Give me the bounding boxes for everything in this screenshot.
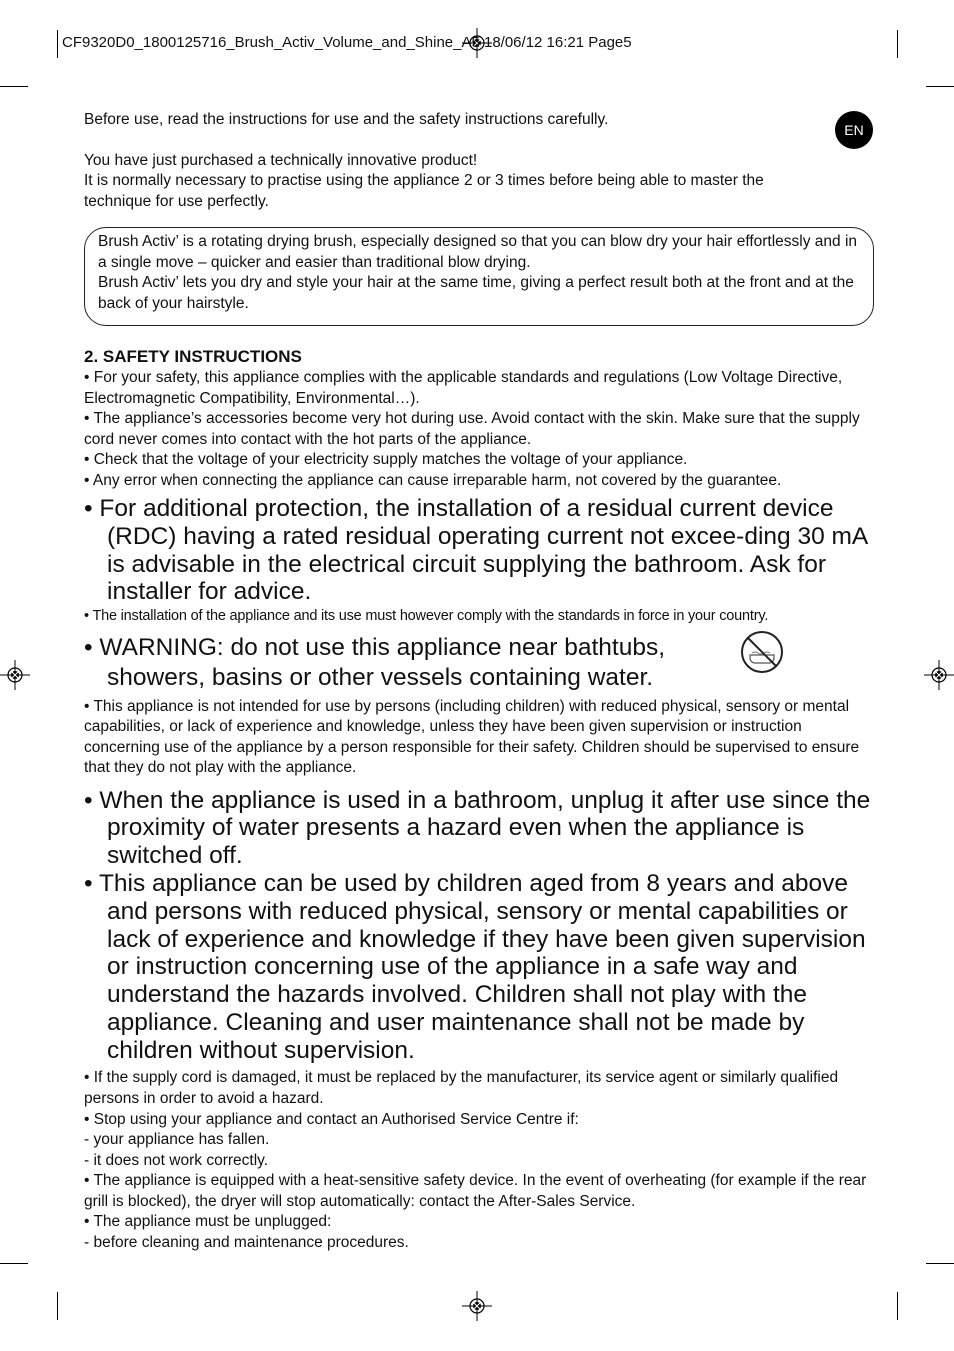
registration-mark-icon <box>0 660 30 690</box>
registration-mark-icon <box>924 660 954 690</box>
safety-paragraph: • The appliance’s accessories become very hot during use. Avoid contact with the skin. Make sure that the supply cord never comes into contact with the hot parts of the appliance. <box>84 410 860 448</box>
safety-paragraph: - your appliance has fallen. <box>84 1131 270 1149</box>
print-header: CF9320D0_1800125716_Brush_Activ_Volume_and_Shine_A5 18/06/12 16:21 Page5 <box>62 34 632 51</box>
intro-paragraph: Before use, read the instructions for use and the safety instructions carefully. <box>84 111 609 128</box>
crop-mark <box>897 1292 898 1320</box>
safety-large-paragraph: • This appliance can be used by children aged from 8 years and above and persons with reduced physical, sensory or mental capabilities or lack of experience and knowledge if they have been given supervision or instruction concerning use of the appliance in a safe way and understand the hazards involved. Children shall not play with the appliance. Cleaning and user maintenance shall not be made by children without supervision. <box>84 870 866 1064</box>
registration-mark-icon <box>462 1291 492 1321</box>
crop-mark <box>926 1263 954 1264</box>
safety-paragraph: • Stop using your appliance and contact an Authorised Service Centre if: <box>84 1110 579 1128</box>
language-badge: EN <box>835 111 873 149</box>
safety-paragraph: • The installation of the appliance and its use must however comply with the standards in force in your country. <box>84 608 769 625</box>
warning-paragraph: • WARNING: do not use this appliance near bathtubs, showers, basins or other vessels containing water. <box>84 633 666 691</box>
warning-row <box>84 633 874 693</box>
safety-paragraph: - it does not work correctly. <box>84 1151 269 1169</box>
safety-paragraph: • If the supply cord is damaged, it must be replaced by the manufacturer, its service agent or similarly qualified persons in order to avoid a hazard. <box>84 1068 839 1108</box>
document-body <box>84 110 874 1253</box>
safety-paragraph: • Any error when connecting the appliance can cause irreparable harm, not covered by the guarantee. <box>84 471 782 489</box>
section-heading: 2. SAFETY INSTRUCTIONS <box>84 347 302 366</box>
safety-paragraph: - before cleaning and maintenance procedures. <box>84 1233 409 1251</box>
safety-large-paragraph: • For additional protection, the installation of a residual current device (RDC) having a rated residual operating current not excee-ding 30 mA is advisable in the electrical circuit supplying the bathroom. Ask for installer for advice. <box>84 495 867 606</box>
intro-paragraph: You have just purchased a technically innovative product! <box>84 151 478 169</box>
product-description-box <box>84 227 874 326</box>
crop-mark <box>897 30 898 58</box>
box-paragraph: Brush Activ’ is a rotating drying brush, especially designed so that you can blow dry your hair effortlessly and in a single move – quicker and easier than traditional blow drying. <box>98 233 858 271</box>
safety-large-paragraph: • When the appliance is used in a bathroom, unplug it after use since the proximity of water presents a hazard even when the appliance is switched off. <box>84 786 871 870</box>
safety-paragraph: • Check that the voltage of your electricity supply matches the voltage of your appliance. <box>84 451 688 468</box>
safety-paragraph: • This appliance is not intended for use by persons (including children) with reduced physical, sensory or mental capabilities, or lack of experience and knowledge, unless they have been given supervision or instruction concerning use of the appliance by a person responsible for their safety. Children should be supervised to ensure that they do not play with the appliance. <box>84 697 860 777</box>
crop-mark <box>57 30 58 58</box>
crop-mark <box>0 1263 28 1264</box>
crop-mark <box>57 1292 58 1320</box>
box-paragraph: Brush Activ’ lets you dry and style your hair at the same time, giving a perfect result both at the front and at the back of your hairstyle. <box>98 274 854 312</box>
safety-paragraph: • The appliance is equipped with a heat-sensitive safety device. In the event of overheating (for example if the rear grill is blocked), the dryer will stop automatically: contact the After-Sales Service. <box>84 1172 867 1210</box>
intro-paragraph: It is normally necessary to practise using the appliance 2 or 3 times before being able to master the technique for use perfectly. <box>84 172 764 210</box>
safety-paragraph: • For your safety, this appliance complies with the applicable standards and regulations (Low Voltage Directive, Electromagnetic Compatibility, Environmental…). <box>84 369 843 407</box>
no-water-bath-icon <box>739 629 785 675</box>
crop-mark <box>0 86 28 87</box>
safety-paragraph: • The appliance must be unplugged: <box>84 1213 332 1231</box>
crop-mark <box>926 86 954 87</box>
